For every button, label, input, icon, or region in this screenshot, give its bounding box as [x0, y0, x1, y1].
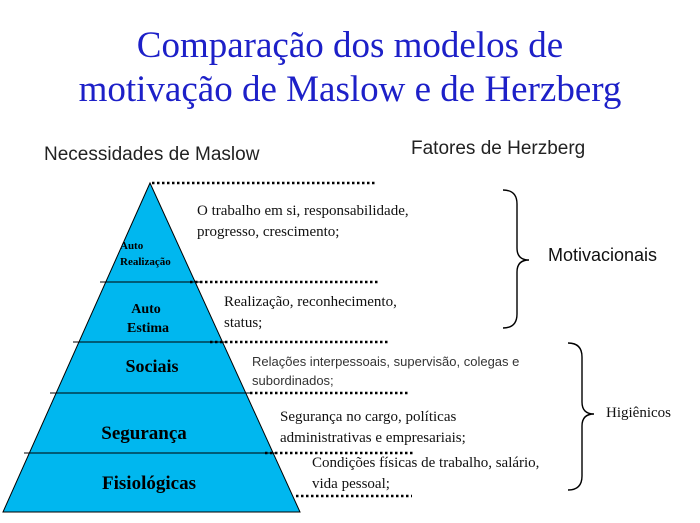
description-self-realization	[197, 201, 409, 243]
description-line: O trabalho em si, responsabilidade,	[197, 203, 409, 219]
level-label-self-realization-2: Realização	[120, 256, 171, 268]
description-line: administrativas e empresariais;	[280, 430, 466, 446]
herzberg-header: Fatores de Herzberg	[411, 138, 586, 159]
description-safety	[280, 407, 466, 449]
description-line: progresso, crescimento;	[197, 224, 340, 240]
group-label-motivational: Motivacionais	[548, 245, 658, 265]
title-line-1: Comparação dos modelos de	[136, 25, 564, 66]
description-line: Segurança no cargo, políticas	[280, 409, 457, 425]
description-physiological	[312, 453, 539, 495]
description-line: Realização, reconhecimento,	[224, 294, 397, 310]
level-label-social: Sociais	[125, 356, 179, 376]
hygienic-brace	[568, 343, 594, 490]
description-line: Relações interpessoais, supervisão, colegas e	[252, 354, 520, 369]
level-label-safety: Segurança	[101, 423, 187, 444]
motivational-brace	[503, 190, 529, 328]
title-line-2: motivação de Maslow e de Herzberg	[78, 69, 622, 110]
description-line: status;	[224, 315, 263, 331]
level-label-self-esteem-2: Estima	[127, 321, 169, 336]
description-line: subordinados;	[252, 373, 334, 388]
level-label-self-realization: Auto	[120, 240, 144, 252]
level-label-physiological: Fisiológicas	[102, 473, 196, 494]
maslow-header: Necessidades de Maslow	[44, 144, 260, 165]
description-self-esteem	[224, 292, 397, 334]
description-line: vida pessoal;	[312, 476, 390, 492]
group-label-hygienic: Higiênicos	[606, 405, 671, 421]
level-label-self-esteem: Auto	[131, 302, 161, 317]
description-social	[252, 352, 519, 390]
description-line: Condições físicas de trabalho, salário,	[312, 455, 540, 471]
